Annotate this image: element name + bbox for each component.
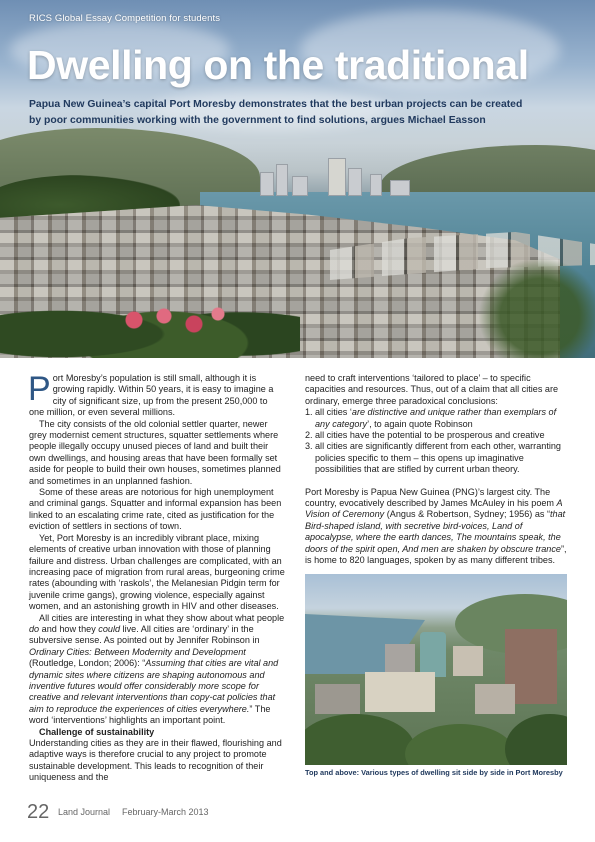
section-kicker: RICS Global Essay Competition for students — [29, 13, 221, 24]
body-paragraph: Some of these areas are notorious for high unemployment and criminal gangs. Squatter and informal expansion has been linked to an escalating crime rate, cited as justification for the eviction of settlers in sections of town. — [29, 487, 282, 532]
drop-cap: P — [28, 370, 51, 408]
issue-date: February-March 2013 — [122, 807, 209, 817]
section-subheading: Challenge of sustainability — [39, 726, 155, 737]
body-paragraph: Yet, Port Moresby is an incredibly vibrant place, mixing elements of creative urban innovation with those of planning failure and distress. Urban challenges are complicated, with an increasing pace of migration from rural areas, burgeoning crime rates (abounding with ‘raskols’, the Melanesian Pidgin term for juvenile crime gangs), growing violence, especially against women, and an astonishing growth in HIV and other diseases. — [29, 532, 285, 612]
body-paragraph: Port Moresby’s population is still small, although it is growing rapidly. Within 50 years, it is easy to imagine a city of significant size, up from the present 250,000 to one million, or even several millions. — [28, 370, 274, 418]
body-paragraph: need to craft interventions ‘tailored to place’ – to specific capacities and resources. Thus, out of a claim that all cities are ordinary, emerge three paradoxical conclusions: — [305, 373, 559, 406]
body-column-left — [28, 370, 285, 784]
body-paragraph: Understanding cities as they are in their flawed, flourishing and adaptive ways is therefore crucial to any project to promote sustainable development. This leads to recognition of their uniqueness and the — [29, 738, 282, 783]
list-item: 1. all cities ‘are distinctive and unique rather than exemplars of any category’, to again quote Robinson — [305, 407, 557, 429]
page-number: 22 — [27, 801, 50, 823]
body-paragraph: The city consists of the old colonial settler quarter, newer grey modernist cement structures, squatter settlements where people illegally occupy unused pieces of land and built their own dwellings, and housing areas that have been formally set aside for people to build their own houses, sometimes planned and sometimes in an unplanned fashion. — [29, 418, 281, 486]
list-item: 2. all cities have the potential to be prosperous and creative — [305, 430, 545, 441]
journal-name: Land Journal — [58, 807, 111, 817]
conclusions-list — [305, 407, 567, 475]
body-column-right — [305, 373, 567, 567]
body-paragraph: All cities are interesting in what they show about what people do and how they could live. All cities are ‘ordinary’ in the subversive sense. As pointed out by Jennifer Robinson in Ordinary Cities: Between Modernity and Development (Routledge, London; 2006): “Assuming that cities are vital and dynamic sites where citizens are shaping autonomous and inventive futures would offer considerably more scope for creative and relevant interventions than copy-cat policies that aim to reproduce the experiences of cities everywhere.” The word ‘interventions’ highlights an important point. — [29, 612, 285, 726]
list-item: 3. all cities are significantly different from each other, warranting policies specific to them – this opens up imaginative possibilities that are stifled by current urban theory. — [305, 441, 561, 475]
article-standfirst: Papua New Guinea’s capital Port Moresby demonstrates that the best urban projects can be created by poor communities working with the government to find solutions, argues Michael Easson — [29, 99, 523, 126]
photo-caption: Top and above: Various types of dwelling sit side by side in Port Moresby — [305, 768, 563, 777]
body-paragraph: Port Moresby is Papua New Guinea (PNG)’s largest city. The country, evocatively described by James McAuley in his poem A Vision of Ceremony (Angus & Robertson, Sydney; 1956) as “that Bird-shaped island, with secretive bird-voices, Land of apocalypse, where the earth dances, The mountains speak, the doors of the spirit open, And men are shaken by obscure trance”, is home to 820 languages, spoken by as many different tribes. — [305, 486, 567, 566]
article-title: Dwelling on the traditional — [27, 42, 529, 88]
city-photo — [305, 574, 567, 765]
